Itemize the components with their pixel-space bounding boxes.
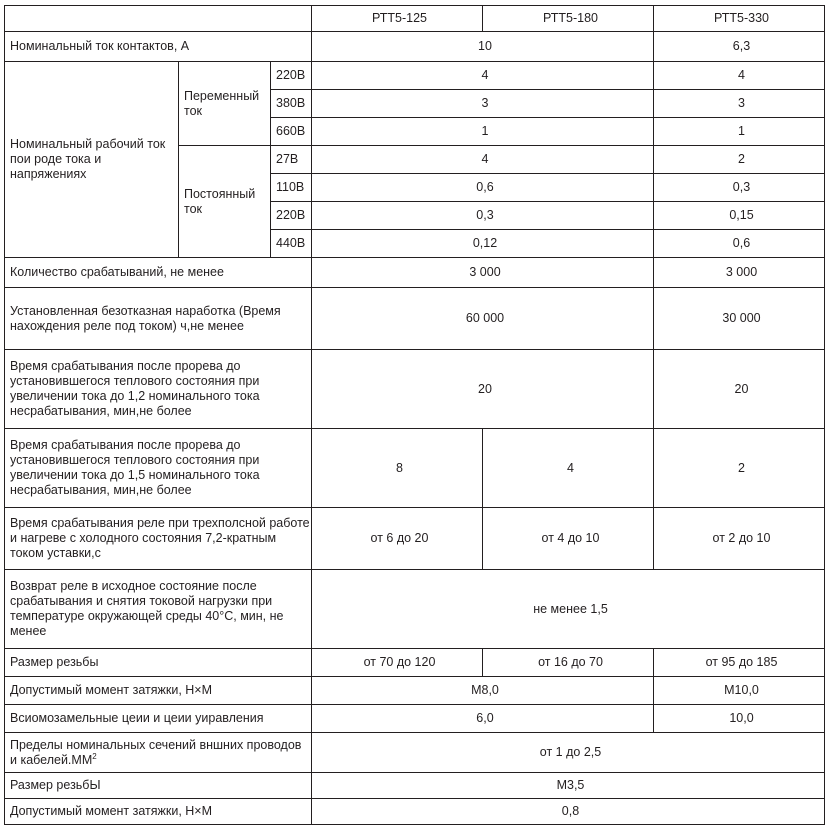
col-header-rtt5-125: РТТ5-125 [312,6,483,32]
cell-value: 0,12 [312,230,654,258]
cell-value: 10 [312,32,654,62]
cable-limits-text: Пределы номинальных сечений вншних проводов и кабелей.ММ [10,737,302,767]
cell-value: 0,3 [312,202,654,230]
table-row [5,429,825,508]
table-row [5,350,825,429]
cell-value: 3 000 [312,258,654,288]
cell-value: не менее 1,5 [312,570,825,649]
spec-table [4,5,825,825]
cell-value: 6,3 [654,32,825,62]
row-label-trip-12: Время срабатывания после прорева до установившегося теплового состояния при увеличении тока до 1,2 номинального тока несрабатывания, мин,не более [5,350,312,429]
cell-value: М10,0 [654,677,825,705]
table-row [5,773,825,799]
row-label-nominal-current: Номинальный ток контактов, А [5,32,312,62]
row-label-thread-size-2: Размер резьбЫ [5,773,312,799]
cell-value: М3,5 [312,773,825,799]
voltage-label: 380В [271,90,312,118]
voltage-label: 660В [271,118,312,146]
col-header-rtt5-330: РТТ5-330 [654,6,825,32]
row-label-thread-size: Размер резьбы [5,649,312,677]
cell-value: от 16 до 70 [483,649,654,677]
voltage-label: 220В [271,62,312,90]
cell-value: 0,15 [654,202,825,230]
table-row [5,677,825,705]
row-label-cable-limits [5,733,312,773]
cell-value: 2 [654,429,825,508]
cell-value: 8 [312,429,483,508]
header-row [5,6,825,32]
voltage-label: 110В [271,174,312,202]
table-row [5,32,825,62]
cell-value: от 95 до 185 [654,649,825,677]
cell-value: 2 [654,146,825,174]
cell-value: от 6 до 20 [312,508,483,570]
cell-value: 10,0 [654,705,825,733]
cell-value: 0,8 [312,799,825,825]
cell-value: 3 [654,90,825,118]
row-label-torque: Допустимый момент затяжки, Н×М [5,677,312,705]
row-label-trip-15: Время срабатывания после прорева до установившегося теплового состояния при увеличении тока до 1,5 номинального тока несрабатывания, мин,не более [5,429,312,508]
superscript-squared: 2 [92,751,97,761]
table-row [5,570,825,649]
row-label-uptime: Установленная безотказная наработка (Время нахождения реле под током) ч,не менее [5,288,312,350]
cell-value: от 1 до 2,5 [312,733,825,773]
table-row [5,508,825,570]
cell-value: от 2 до 10 [654,508,825,570]
table-row [5,705,825,733]
cell-value: 1 [654,118,825,146]
cell-value: 20 [312,350,654,429]
table-row [5,799,825,825]
table-row [5,62,825,90]
row-label-circuits: Всиомозамельные цеии и цеии уиравления [5,705,312,733]
cell-value: 4 [312,146,654,174]
row-label-operations: Количество срабатываний, не менее [5,258,312,288]
cell-value: 6,0 [312,705,654,733]
cell-value: от 4 до 10 [483,508,654,570]
cell-value: от 70 до 120 [312,649,483,677]
row-label-torque-2: Допустимый момент затяжки, Н×М [5,799,312,825]
table-row [5,733,825,773]
table-row [5,288,825,350]
cell-value: 4 [483,429,654,508]
row-label-work-current: Номинальный рабочий ток пои роде тока и напряжениях [5,62,179,258]
cell-value: 0,6 [312,174,654,202]
cell-value: 30 000 [654,288,825,350]
cell-value: 3 [312,90,654,118]
cell-value: 3 000 [654,258,825,288]
row-sublabel-dc: Постоянный ток [179,146,271,258]
cell-value: 4 [312,62,654,90]
cell-value: 1 [312,118,654,146]
cell-value: 20 [654,350,825,429]
voltage-label: 440В [271,230,312,258]
row-sublabel-ac: Переменный ток [179,62,271,146]
row-label-reset: Возврат реле в исходное состояние после срабатывания и снятия токовой нагрузки при температуре окружающей среды 40°С, мин, не менее [5,570,312,649]
cell-value: 0,3 [654,174,825,202]
voltage-label: 220В [271,202,312,230]
col-header-rtt5-180: РТТ5-180 [483,6,654,32]
cell-value: 0,6 [654,230,825,258]
table-row [5,258,825,288]
row-label-trip-cold: Время срабатывания реле при трехполсной работе и нагреве с холодного состояния 7,2-кратным током уставки,с [5,508,312,570]
voltage-label: 27В [271,146,312,174]
cell-value: М8,0 [312,677,654,705]
header-corner [5,6,312,32]
cell-value: 4 [654,62,825,90]
table-row [5,649,825,677]
cell-value: 60 000 [312,288,654,350]
